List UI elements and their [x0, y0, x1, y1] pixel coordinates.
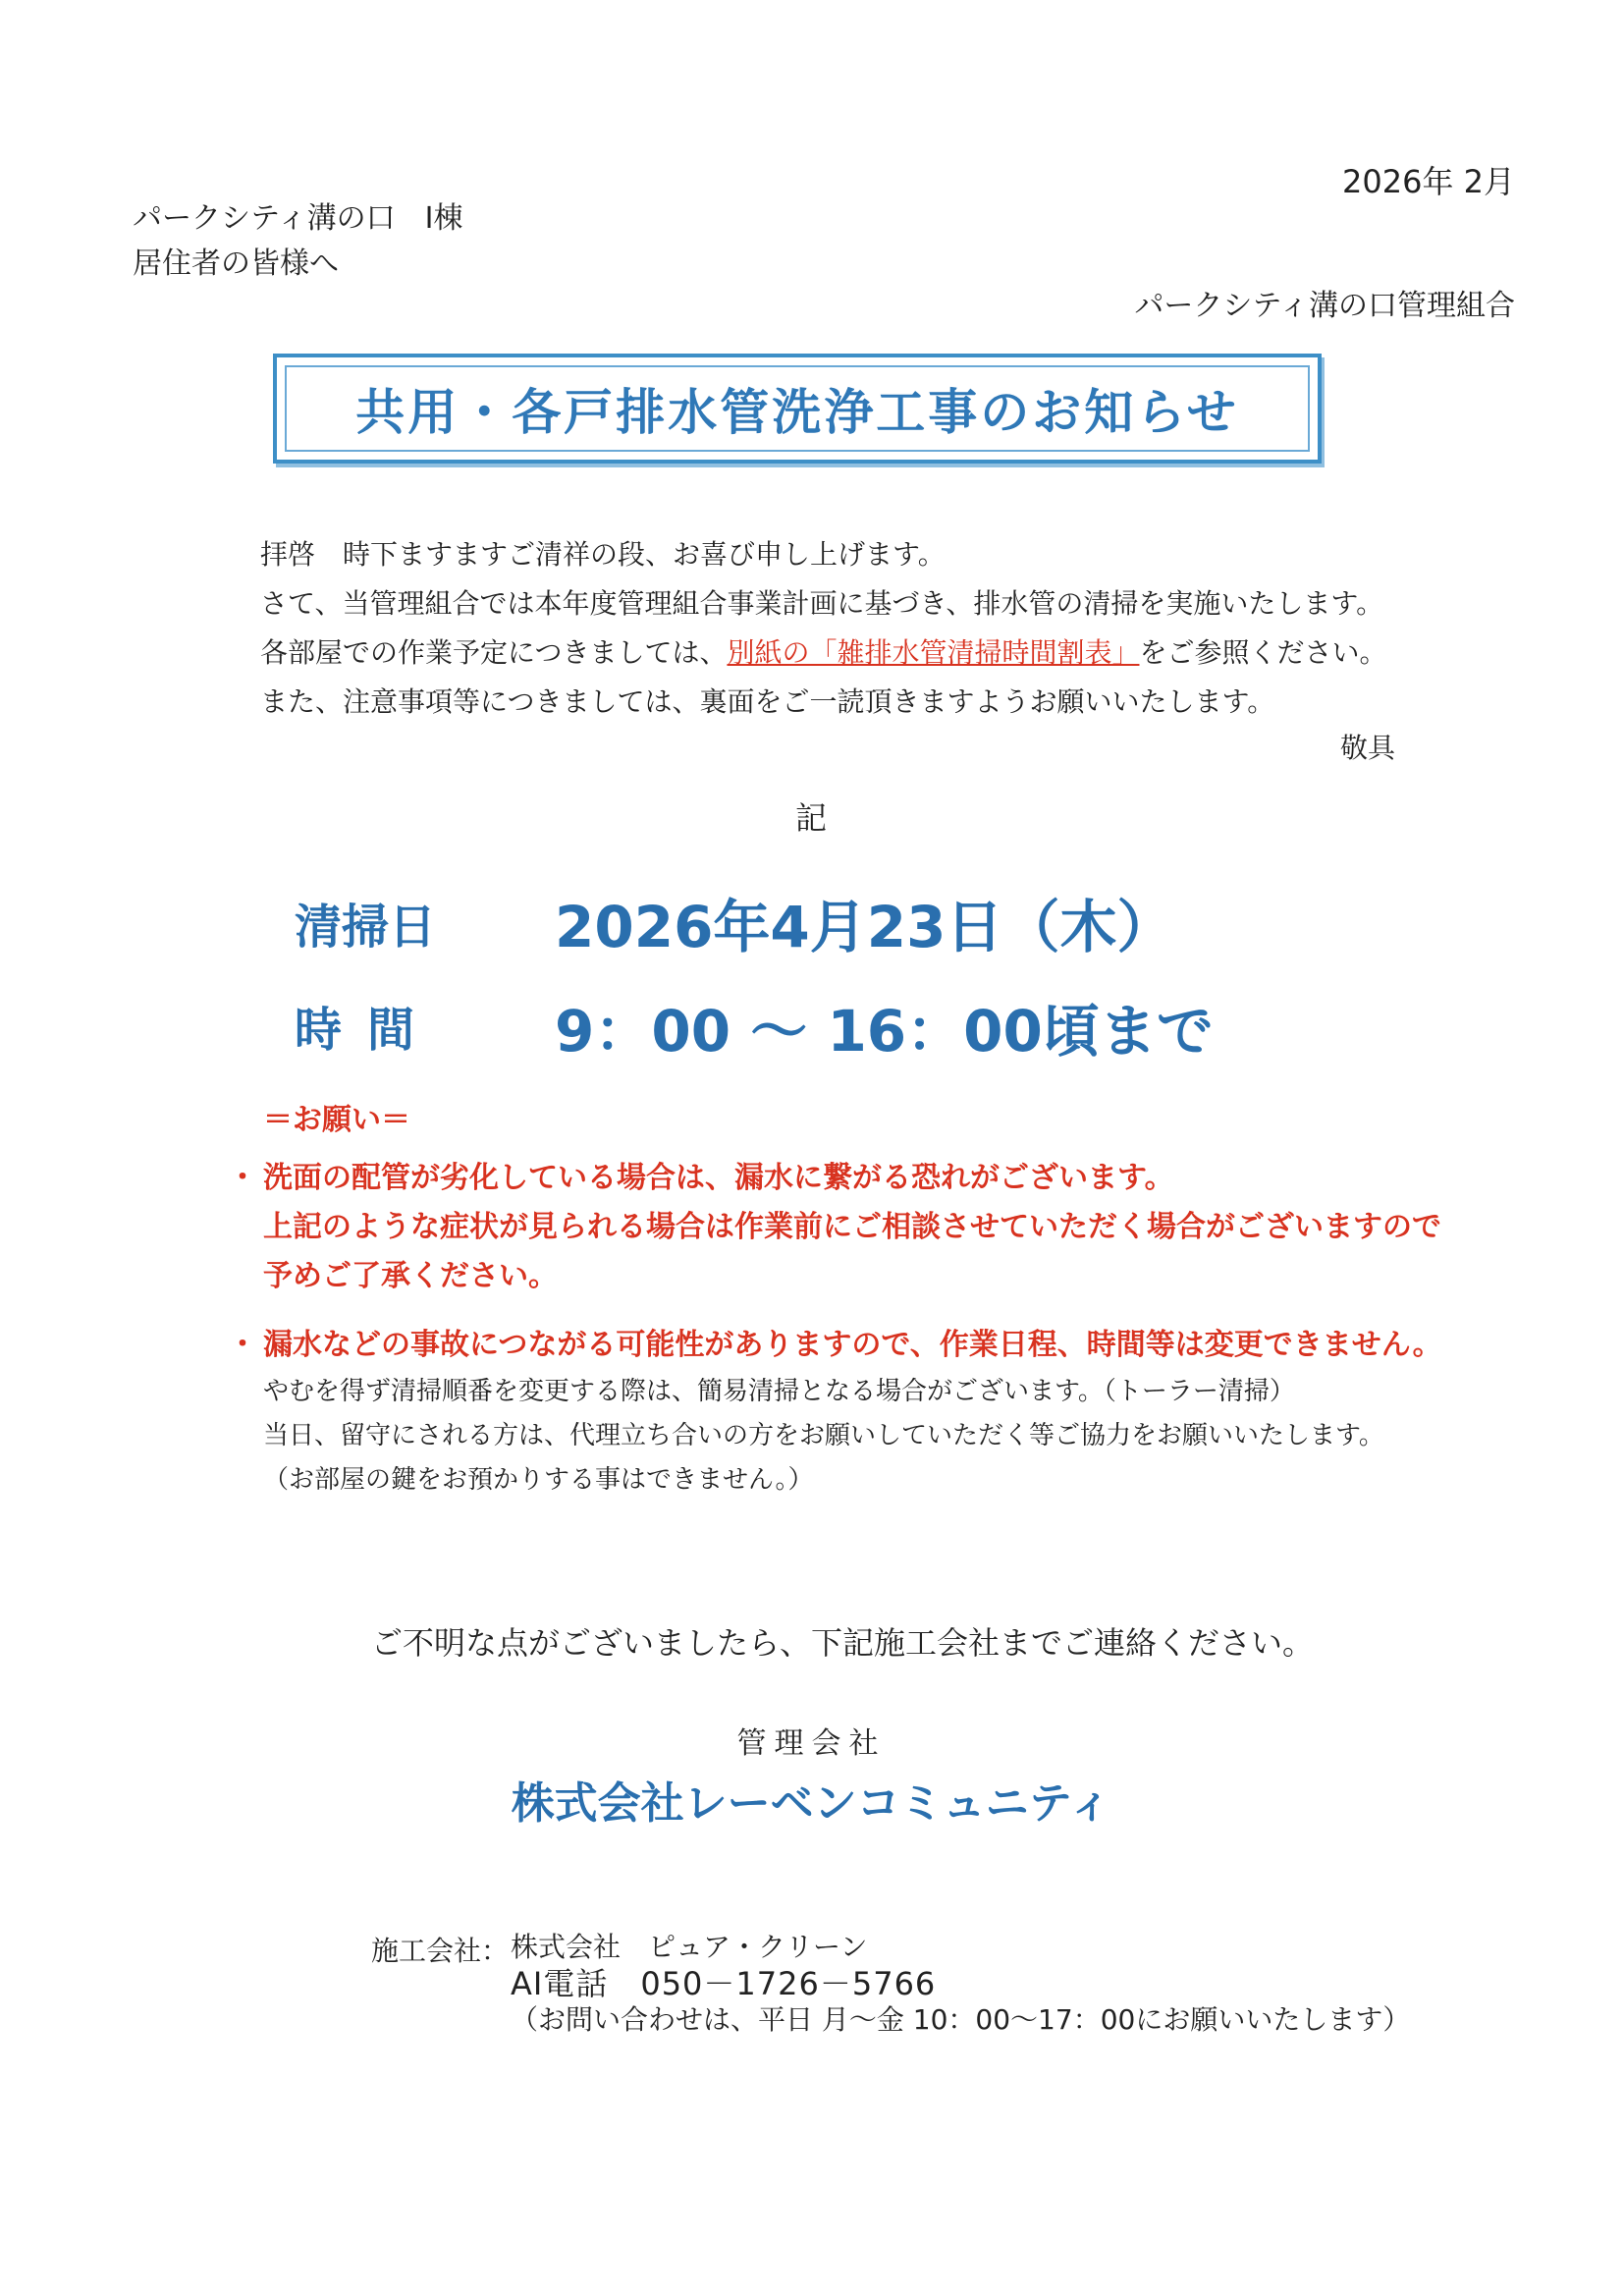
- date-label: 清掃日: [295, 900, 437, 955]
- request-item-2: [228, 1321, 1442, 1370]
- bullet-dot: ・: [228, 1161, 257, 1195]
- contractor-label: 施工会社：: [371, 1935, 510, 1967]
- page-title: 共用・各戸排水管洗浄工事のお知らせ: [355, 384, 1239, 441]
- request-1-line-3: 予めご了承ください。: [263, 1259, 558, 1293]
- body-line-1: 拝啓 時下ますますご清祥の段、お喜び申し上げます。: [260, 538, 946, 571]
- body-line-3: [260, 629, 1386, 678]
- request-1-line-2: 上記のような症状が見られる場合は作業前にご相談させていただく場合がございますので: [263, 1210, 1441, 1244]
- recipient-residents: 居住者の皆様へ: [133, 246, 339, 281]
- body-line-3-prefix: 各部屋での作業予定につきましては、: [260, 636, 728, 669]
- time-value: 9：00 ～ 16：00頃まで: [555, 998, 1214, 1065]
- contractor-hours: （お問い合わせは、平日 月～金 10：00～17：00にお願いいたします）: [511, 2003, 1411, 2036]
- contractor-phone: AI電話 050－1726－5766: [511, 1965, 937, 2002]
- recipient: [133, 196, 462, 287]
- title-box: [273, 354, 1322, 464]
- requests-heading: ＝お願い＝: [263, 1103, 410, 1137]
- contractor-info: [511, 1930, 1410, 2038]
- bullet-dot: ・: [228, 1328, 257, 1362]
- ki-marker: 記: [795, 799, 828, 837]
- closing-keigu: 敬具: [1339, 732, 1395, 764]
- contractor-name: 株式会社 ピュア・クリーン: [511, 1931, 868, 1963]
- time-label: 時間: [295, 1003, 441, 1058]
- request-2-text: 漏水などの事故につながる可能性がありますので、作業日程、時間等は変更できません。: [263, 1328, 1442, 1362]
- management-company: 株式会社レーベンコミュニティ: [511, 1778, 1112, 1829]
- note-3: （お部屋の鍵をお預かりする事はできません。）: [263, 1465, 814, 1495]
- request-notes: [263, 1370, 1384, 1503]
- request-item-1: [228, 1154, 1441, 1301]
- issue-date: 2026年 2月: [1342, 163, 1515, 200]
- recipient-building: パークシティ溝の口 I棟: [133, 201, 463, 236]
- date-value: 2026年4月23日（木）: [555, 894, 1174, 960]
- body-line-2: さて、当管理組合では本年度管理組合事業計画に基づき、排水管の清掃を実施いたします。: [260, 587, 1384, 620]
- note-1: やむを得ず清掃順番を変更する際は、簡易清掃となる場合がございます。（トーラー清掃）: [263, 1377, 1295, 1406]
- management-label: 管理会社: [736, 1726, 887, 1761]
- greeting-body: [260, 530, 1386, 727]
- timetable-reference: 別紙の「雑排水管清掃時間割表」: [727, 636, 1140, 669]
- body-line-4: また、注意事項等につきましては、裏面をご一読頂きますようお願いいたします。: [260, 685, 1275, 718]
- request-1-line-1: 洗面の配管が劣化している場合は、漏水に繋がる恐れがございます。: [263, 1161, 1174, 1195]
- contact-message: ご不明な点がございましたら、下記施工会社までご連絡ください。: [371, 1624, 1315, 1662]
- body-line-3-suffix: をご参照ください。: [1139, 636, 1387, 669]
- note-2: 当日、留守にされる方は、代理立ち合いの方をお願いしていただく等ご協力をお願いいたします。: [263, 1421, 1384, 1450]
- sender: パークシティ溝の口管理組合: [1134, 289, 1515, 323]
